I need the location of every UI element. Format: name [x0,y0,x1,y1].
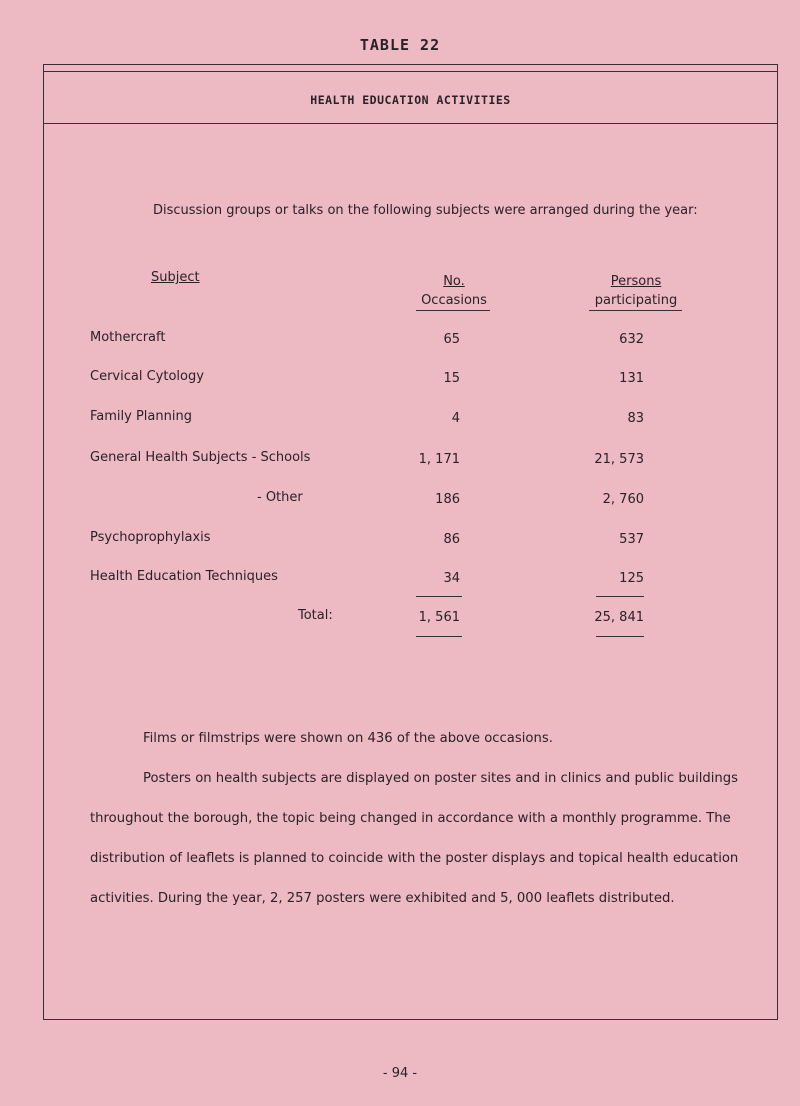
row-persons: 21, 573 [594,452,644,467]
row-label: Mothercraft [90,330,166,345]
row-occasions: 186 [435,492,460,507]
row-occasions: 1, 171 [418,452,460,467]
paragraph-line: Posters on health subjects are displayed on poster sites and in clinics and public buildings [143,771,739,786]
row-persons: 125 [619,571,644,586]
page-title: TABLE 22 [359,36,441,54]
films-note: Films or filmstrips were shown on 436 of the above occasions. [143,731,553,746]
paragraph-line: distribution of leaflets is planned to coincide with the poster displays and topical health education [90,851,739,866]
header-underline-occasions [416,310,490,311]
row-occasions: 15 [443,371,460,386]
row-persons: 632 [619,332,644,347]
row-occasions: 34 [443,571,460,586]
total-rule-bottom-persons [596,636,644,637]
page-number: - 94 - [382,1066,418,1081]
column-header-subject: Subject [151,270,200,285]
row-persons: 131 [619,371,644,386]
column-header-occasions: No. Occasions [421,274,487,308]
intro-text: Discussion groups or talks on the following subjects were arranged during the year: [153,203,698,218]
row-label: Family Planning [90,409,192,424]
row-persons: 83 [627,411,644,426]
row-persons: 537 [619,532,644,547]
row-occasions: 4 [451,411,460,426]
total-rule-top-occasions [416,596,462,597]
row-persons: 2, 760 [602,492,644,507]
row-label: Psychoprophylaxis [90,530,211,545]
table-header-band [44,65,777,124]
total-rule-top-persons [596,596,644,597]
row-label: Cervical Cytology [90,369,204,384]
header-underline-persons [589,310,682,311]
paragraph-line: throughout the borough, the topic being changed in accordance with a monthly programme. The [90,811,731,826]
table-frame [43,64,778,1020]
row-label: - Other [257,490,303,505]
row-label: General Health Subjects - Schools [90,450,311,465]
table-title: HEALTH EDUCATION ACTIVITIES [310,93,511,107]
row-label: Health Education Techniques [90,569,278,584]
total-rule-bottom-occasions [416,636,462,637]
row-occasions: 65 [443,332,460,347]
paragraph-line: activities. During the year, 2, 257 posters were exhibited and 5, 000 leaflets distributed. [90,891,675,906]
header-rule [44,71,777,72]
column-header-persons: Persons participating [594,274,678,308]
total-label: Total: [298,608,333,623]
total-occasions: 1, 561 [418,610,460,625]
row-occasions: 86 [443,532,460,547]
total-persons: 25, 841 [594,610,644,625]
